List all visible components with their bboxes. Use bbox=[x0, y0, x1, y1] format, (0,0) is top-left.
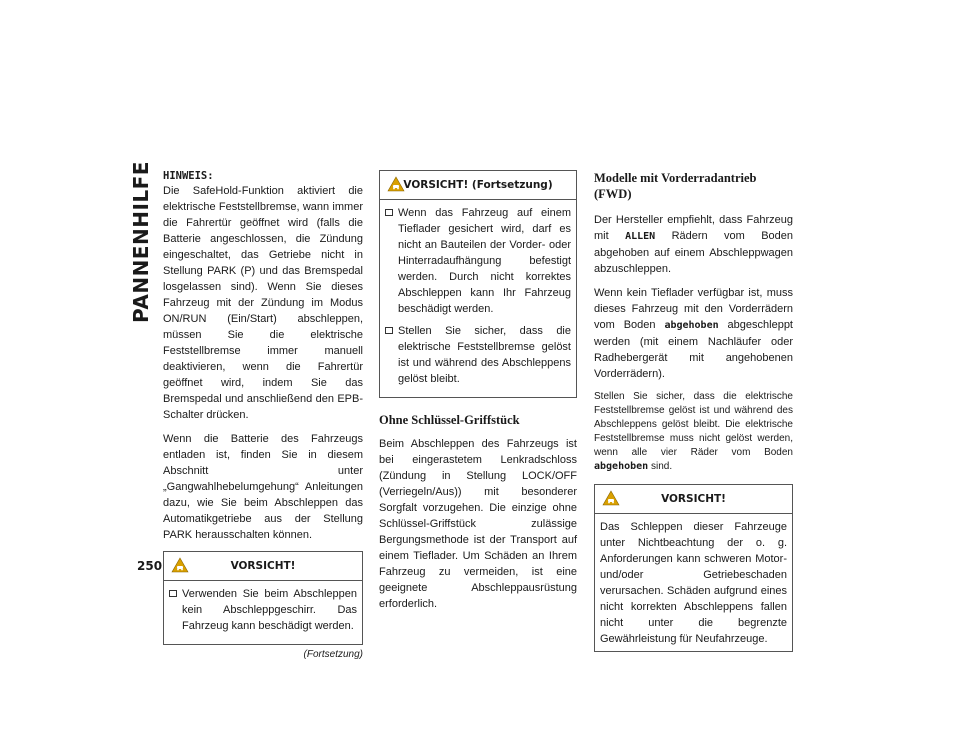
paragraph-1 bbox=[594, 212, 793, 277]
side-section-label: PANNENHILFE bbox=[129, 161, 153, 323]
caution-item bbox=[385, 323, 571, 387]
checkbox-bullet-icon bbox=[385, 327, 393, 334]
paragraph-2 bbox=[594, 285, 793, 382]
caution-text: Das Schleppen dieser Fahrzeuge unter Nichtbeachtung der o. g. Anforderungen kann schweren Motor- und/oder Getriebeschaden verursachen. Schäden aufgrund eines nicht korrekten Abschleppens fallen nicht unter die begrenzte Gewährleistung für Neufahrzeuge. bbox=[600, 521, 787, 645]
caution-box-2 bbox=[379, 170, 577, 398]
paragraph-3 bbox=[594, 390, 793, 474]
note-heading: HINWEIS: bbox=[163, 170, 214, 182]
section-heading: Modelle mit Vorderradantrieb (FWD) bbox=[594, 171, 757, 201]
caution-item bbox=[385, 205, 571, 317]
paragraph-1-text-b: Rädern vom Boden abgehoben auf einem Abschleppwagen abzuschleppen. bbox=[594, 230, 793, 275]
warning-car-icon bbox=[171, 557, 189, 573]
continued-note: (Fortsetzung) bbox=[303, 649, 363, 660]
paragraph-3-text-a: Stellen Sie sicher, dass die elektrische Feststellbremse gelöst ist und während des Abschleppens gelöst bleibt. Die elektrische Feststellbremse muss nicht gelöst werden, wenn alle vier Räder vom Boden bbox=[594, 391, 793, 458]
side-section-tab bbox=[124, 161, 158, 323]
section-paragraph: Beim Abschleppen des Fahrzeugs ist bei eingerastetem Lenkradschloss (Zündung in Stellung LOCK/OFF (Verriegeln/Aus)) mit besonderer Sorgfalt vorzugehen. Die einzige ohne Schlüssel-Griffstück zulässige Bergungsmethode ist der Transport auf einem Tieflader. Um Schäden an Ihrem Fahrzeug zu vermeiden, ist eine geeignete Abschleppausrüstung erforderlich. bbox=[379, 438, 577, 610]
checkbox-bullet-icon bbox=[385, 209, 393, 216]
paragraph-1-emphasis: ALLEN bbox=[625, 231, 656, 242]
caution-box-header bbox=[595, 485, 792, 514]
caution-item-text: Wenn das Fahrzeug auf einem Tieflader gesichert wird, darf es nicht an Bauteilen der Vorder- oder Hinterradaufhängung befestigt werden. Durch nicht korrektes Abschleppen kann Ihr Fahrzeug beschädigt werden. bbox=[398, 207, 571, 315]
column-middle bbox=[379, 170, 577, 620]
paragraph-2-text-b: abgeschleppt werden (mit einem Nachläufer oder Radhebergerät mit angehobenen Vorderrädern). bbox=[594, 319, 793, 380]
caution-box-header bbox=[380, 171, 576, 200]
warning-car-icon bbox=[602, 490, 620, 506]
caution-box-1 bbox=[163, 551, 363, 645]
column-right bbox=[594, 170, 793, 654]
caution-item-text: Verwenden Sie beim Abschleppen kein Abschleppgeschirr. Das Fahrzeug kann beschädigt werden. bbox=[182, 588, 357, 632]
battery-paragraph: Wenn die Batterie des Fahrzeugs entladen ist, finden Sie in diesem Abschnitt unter „Gangwahlhebelumgehung“ Anleitungen dazu, wie Sie beim Abschleppen das Automatikgetriebe aus der Stellung PARK herausschalten können. bbox=[163, 433, 363, 541]
paragraph-3-emphasis: abgehoben bbox=[594, 461, 649, 472]
section-heading: Ohne Schlüssel-Griffstück bbox=[379, 413, 520, 427]
checkbox-bullet-icon bbox=[169, 590, 177, 597]
note-paragraph: Die SafeHold-Funktion aktiviert die elektrische Feststellbremse, wann immer die Fahrertür geöffnet wird (falls die Batterie angeschlossen, die Zündung eingeschaltet, das Getriebe nicht in Stellung PARK (P) und das Bremspedal losgelassen sind). Wenn Sie dieses Fahrzeug mit der Zündung im Modus ON/RUN (Ein/Start) abschleppen, müssen Sie die elektrische Feststellbremse immer manuell deaktivieren, wenn die Fahrertür geöffnet wird, indem Sie das Bremspedal und anschließend den EPB-Schalter drücken. bbox=[163, 185, 363, 421]
caution-title: VORSICHT! (Fortsetzung) bbox=[403, 179, 553, 191]
caution-box-header bbox=[164, 552, 362, 581]
caution-title: VORSICHT! bbox=[661, 493, 726, 505]
paragraph-2-text-a: Wenn kein Tieflader verfügbar ist, muss dieses Fahrzeug mit den Vorderrädern vom Boden bbox=[594, 287, 793, 331]
paragraph-1-text-a: Der Hersteller empfiehlt, dass Fahrzeug mit bbox=[594, 214, 793, 242]
caution-item bbox=[169, 586, 357, 634]
caution-item-text: Stellen Sie sicher, dass die elektrische Feststellbremse gelöst ist und während des Abschleppens gelöst bleibt. bbox=[398, 325, 571, 385]
caution-box-body bbox=[164, 581, 362, 644]
caution-title: VORSICHT! bbox=[230, 560, 296, 572]
paragraph-3-text-b: sind. bbox=[650, 461, 673, 472]
column-left bbox=[163, 170, 363, 663]
caution-box-body bbox=[595, 514, 792, 651]
caution-box-3 bbox=[594, 484, 793, 652]
page-number: 250 bbox=[137, 559, 163, 573]
warning-car-icon bbox=[387, 176, 405, 192]
caution-box-body bbox=[380, 200, 576, 397]
paragraph-2-emphasis: abgehoben bbox=[664, 320, 719, 331]
